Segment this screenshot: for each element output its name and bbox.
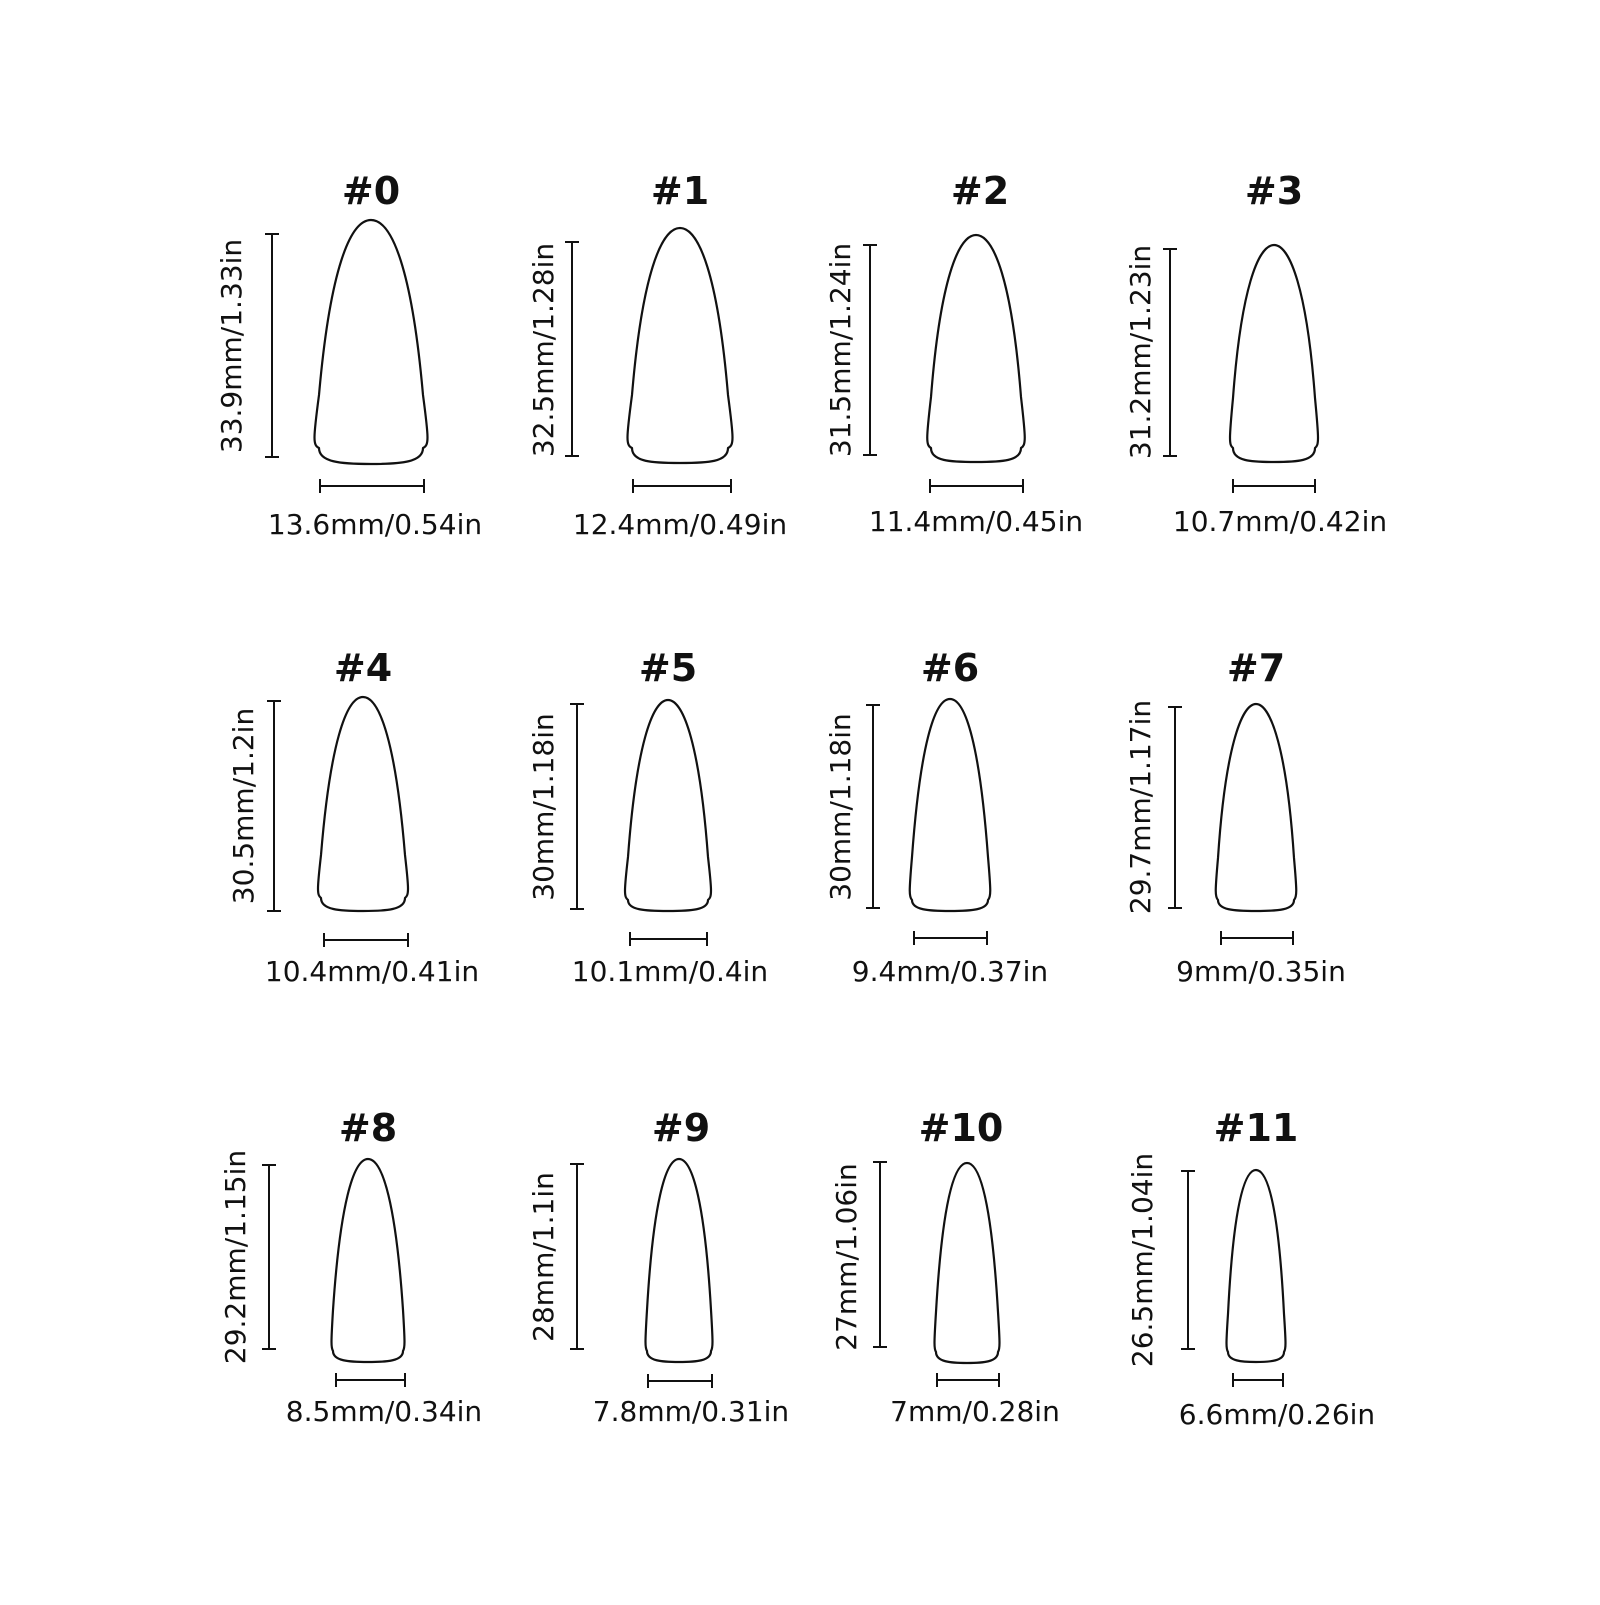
nail-7-length-bracket bbox=[1168, 707, 1182, 908]
nail-11-width-label: 6.6mm/0.26in bbox=[1178, 1398, 1376, 1431]
nail-6-length-label: 30mm/1.18in bbox=[824, 713, 857, 901]
nail-9-width-bracket bbox=[648, 1374, 712, 1388]
nail-10-width-bracket bbox=[937, 1373, 999, 1387]
nail-0-title: #0 bbox=[341, 169, 401, 213]
nail-1-length-label: 32.5mm/1.28in bbox=[527, 242, 560, 458]
nail-8-outline bbox=[332, 1159, 405, 1362]
nail-2-title: #2 bbox=[950, 169, 1010, 213]
nail-6-width-label: 9.4mm/0.37in bbox=[851, 955, 1049, 988]
nail-4-length-label: 30.5mm/1.2in bbox=[227, 707, 260, 905]
nail-10-length-bracket bbox=[873, 1162, 887, 1347]
nail-7-length-label: 29.7mm/1.17in bbox=[1124, 699, 1157, 915]
nail-2-length-label: 31.5mm/1.24in bbox=[824, 242, 857, 458]
nail-8-length-label: 29.2mm/1.15in bbox=[219, 1149, 252, 1365]
nail-10-title: #10 bbox=[918, 1106, 1004, 1150]
nail-0-width-bracket bbox=[320, 479, 424, 493]
nail-10-width-label: 7mm/0.28in bbox=[890, 1395, 1060, 1428]
nail-1-outline bbox=[628, 228, 733, 463]
nail-4-width-label: 10.4mm/0.41in bbox=[264, 955, 480, 988]
nail-1-width-bracket bbox=[633, 479, 731, 493]
nail-2-outline bbox=[927, 235, 1025, 462]
nail-8-width-label: 8.5mm/0.34in bbox=[285, 1395, 483, 1428]
nail-4-length-bracket bbox=[267, 701, 281, 911]
nail-8-length-bracket bbox=[262, 1165, 276, 1349]
nail-6 bbox=[824, 646, 1048, 988]
nail-5-outline bbox=[625, 700, 711, 911]
nail-0-outline bbox=[315, 220, 428, 464]
nail-6-width-bracket bbox=[914, 931, 987, 945]
nail-9-length-bracket bbox=[570, 1164, 584, 1349]
nail-0-width-label: 13.6mm/0.54in bbox=[267, 508, 483, 541]
nail-2-width-bracket bbox=[930, 479, 1023, 493]
nail-8 bbox=[219, 1106, 482, 1428]
nail-3 bbox=[1124, 169, 1387, 538]
nail-3-length-bracket bbox=[1163, 249, 1177, 456]
nail-9-width-label: 7.8mm/0.31in bbox=[592, 1395, 790, 1428]
nail-8-width-bracket bbox=[336, 1373, 405, 1387]
nail-4-title: #4 bbox=[333, 646, 393, 690]
nail-0-length-label: 33.9mm/1.33in bbox=[215, 238, 248, 454]
nail-5-title: #5 bbox=[638, 646, 698, 690]
nail-1-title: #1 bbox=[650, 169, 710, 213]
nail-11-title: #11 bbox=[1213, 1106, 1299, 1150]
nail-9-length-label: 28mm/1.1in bbox=[527, 1172, 560, 1342]
nail-8-title: #8 bbox=[338, 1106, 398, 1150]
nail-5 bbox=[527, 646, 768, 988]
nail-9-outline bbox=[646, 1159, 713, 1362]
nail-10-outline bbox=[935, 1163, 1000, 1363]
nail-7-outline bbox=[1216, 704, 1297, 911]
nail-11-width-bracket bbox=[1233, 1373, 1283, 1387]
nail-10 bbox=[830, 1106, 1060, 1428]
nail-2 bbox=[824, 169, 1083, 538]
nail-11-length-label: 26.5mm/1.04in bbox=[1126, 1152, 1159, 1368]
nail-3-length-label: 31.2mm/1.23in bbox=[1124, 244, 1157, 460]
nail-7-width-label: 9mm/0.35in bbox=[1176, 955, 1346, 988]
nail-6-outline bbox=[910, 699, 991, 911]
nail-0-length-bracket bbox=[265, 234, 279, 457]
nail-5-length-label: 30mm/1.18in bbox=[527, 713, 560, 901]
nail-7-title: #7 bbox=[1226, 646, 1286, 690]
nail-6-title: #6 bbox=[920, 646, 980, 690]
nail-11 bbox=[1126, 1106, 1375, 1431]
nail-9-title: #9 bbox=[651, 1106, 711, 1150]
nail-3-outline bbox=[1230, 245, 1318, 462]
nail-7-width-bracket bbox=[1221, 931, 1293, 945]
nail-5-width-label: 10.1mm/0.4in bbox=[571, 955, 769, 988]
nail-3-title: #3 bbox=[1244, 169, 1304, 213]
nail-5-width-bracket bbox=[630, 932, 707, 946]
nail-3-width-label: 10.7mm/0.42in bbox=[1172, 505, 1388, 538]
nail-1 bbox=[527, 169, 787, 541]
nail-1-length-bracket bbox=[565, 242, 579, 456]
nail-0 bbox=[215, 169, 482, 541]
nail-4-outline bbox=[318, 697, 408, 911]
nail-2-width-label: 11.4mm/0.45in bbox=[868, 505, 1084, 538]
nail-6-length-bracket bbox=[866, 705, 880, 908]
nail-9 bbox=[527, 1106, 789, 1428]
nail-4 bbox=[227, 646, 479, 988]
nail-4-width-bracket bbox=[324, 933, 408, 947]
nail-2-length-bracket bbox=[863, 245, 877, 455]
nail-1-width-label: 12.4mm/0.49in bbox=[572, 508, 788, 541]
nail-3-width-bracket bbox=[1233, 479, 1315, 493]
nail-10-length-label: 27mm/1.06in bbox=[830, 1163, 863, 1351]
nail-11-outline bbox=[1227, 1170, 1286, 1362]
nail-7 bbox=[1124, 646, 1346, 988]
nail-11-length-bracket bbox=[1181, 1171, 1195, 1349]
nail-5-length-bracket bbox=[570, 704, 584, 909]
